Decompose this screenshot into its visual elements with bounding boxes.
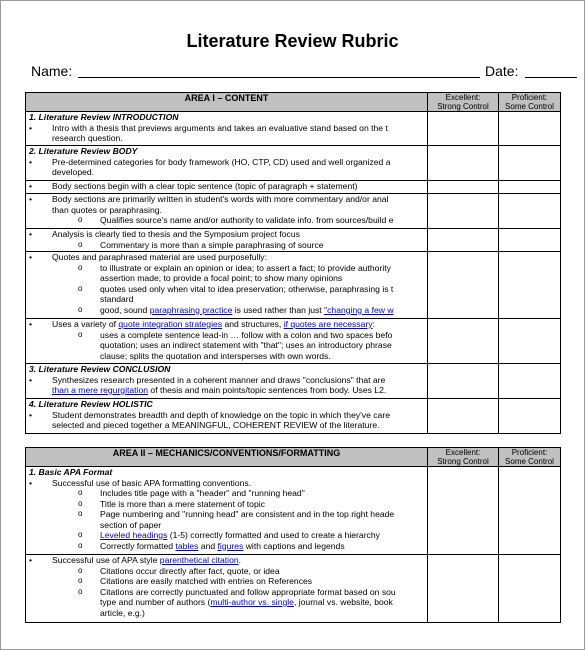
table-row: 1. Basic APA Format • Successful use of basic APA formatting conventions. o Includes title page with a "header" and "running head" o Title is more than a mere statement of topic o Page numbering and "running head" are consistent and in the top right heade section of paper o Leveled headings (1-5) correctly formatted and used to create a hierarchy o Correctly formatted tables and figures with captions and legends <box>26 467 561 555</box>
excellent-cell[interactable] <box>428 181 499 194</box>
table-row: • Analysis is clearly tied to thesis and the Symposium project focus o Commentary is more than a simple paraphrasing of source <box>26 229 561 252</box>
parenthetical-citation-link[interactable]: parenthetical citation <box>159 555 239 565</box>
proficient-cell[interactable] <box>499 112 561 146</box>
section-heading: 1. Literature Review INTRODUCTION <box>29 112 179 122</box>
excellent-cell[interactable] <box>428 146 499 181</box>
area1-table <box>25 92 561 434</box>
section-heading: 4. Literature Review HOLISTIC <box>29 399 153 409</box>
section-heading: 3. Literature Review CONCLUSION <box>29 364 171 374</box>
paraphrasing-link[interactable]: paraphrasing practice <box>149 304 233 315</box>
excellent-cell[interactable] <box>428 555 499 623</box>
quote-integration-link[interactable]: quote integration strategies <box>118 319 223 329</box>
excellent-cell[interactable] <box>428 399 499 434</box>
proficient-cell[interactable] <box>499 399 561 434</box>
table-row: 2. Literature Review BODY • Pre-determined categories for body framework (HO, CTP, CD) used and well organized a developed. <box>26 146 561 181</box>
excellent-cell[interactable] <box>428 467 499 555</box>
figures-link[interactable]: figures <box>217 540 244 551</box>
name-line[interactable] <box>78 77 480 78</box>
proficient-cell[interactable] <box>499 229 561 252</box>
excellent-cell[interactable] <box>428 112 499 146</box>
table-row: • Successful use of APA style parenthetical citation. o Citations occur directly after fact, quote, or idea o Citations are easily matched with entries on References o Citations are correctly punctuated and follow appropriate format based on sou type and number of authors (multi-author vs. single, journal vs. website, book article, e.g.) <box>26 555 561 623</box>
leveled-headings-link[interactable]: Leveled headings <box>100 530 168 540</box>
excellent-cell[interactable] <box>428 364 499 399</box>
table-row: • Quotes and paraphrased material are used purposefully: o to illustrate or explain an opinion or idea; to assert a fact; to provide authority assertion made; to provide a focal point; to show many opinions o quotes used only when vital to idea preservation; otherwise, paraphrasing is t standard o good, sound paraphrasing practice is used rather than just "changing a few w <box>26 252 561 319</box>
excellent-cell[interactable] <box>428 194 499 229</box>
section-heading: 1. Basic APA Format <box>29 467 113 477</box>
proficient-cell[interactable] <box>499 467 561 555</box>
page-title: Literature Review Rubric <box>186 31 399 51</box>
table-row: 4. Literature Review HOLISTIC • Student demonstrates breadth and depth of knowledge on the topic in which they've care selected and pieced together a MEANINGFUL, COHERENT REVIEW of the literature. <box>26 399 561 434</box>
date-line[interactable] <box>525 77 577 78</box>
proficient-header: Proficient: Some Control <box>499 448 561 467</box>
area2-table <box>25 447 561 623</box>
proficient-cell[interactable] <box>499 194 561 229</box>
tables-link[interactable]: tables <box>175 540 199 551</box>
proficient-cell[interactable] <box>499 146 561 181</box>
table-row: 1. Literature Review INTRODUCTION • Intro with a thesis that previews arguments and takes an evaluative stand based on the t research question. <box>26 112 561 146</box>
proficient-header: Proficient: Some Control <box>499 93 561 112</box>
table-row: • Body sections begin with a clear topic sentence (topic of paragraph + statement) <box>26 181 561 194</box>
multi-author-link[interactable]: multi-author vs. single <box>210 597 294 607</box>
excellent-header: Excellent: Strong Control <box>428 93 499 112</box>
excellent-header: Excellent: Strong Control <box>428 448 499 467</box>
excellent-cell[interactable] <box>428 319 499 364</box>
name-date-row <box>31 63 577 83</box>
table-row: • Uses a variety of quote integration strategies and structures, if quotes are necessary: o uses a complete sentence lead-in … follow with a colon and two spaces befo quotation; uses an indirect statement with "that"; uses an introductory phrase clause; splits the quotation and intersperses with own words. <box>26 319 561 364</box>
section-heading: 2. Literature Review BODY <box>29 146 138 156</box>
regurgitation-link[interactable]: than a mere regurgitation <box>52 385 149 395</box>
changing-words-link[interactable]: "changing a few w <box>324 304 394 315</box>
excellent-cell[interactable] <box>428 229 499 252</box>
proficient-cell[interactable] <box>499 252 561 319</box>
date-label: Date: <box>485 63 519 79</box>
name-label: Name: <box>31 63 73 79</box>
proficient-cell[interactable] <box>499 319 561 364</box>
quotes-necessary-link[interactable]: if quotes are necessary <box>283 319 373 329</box>
area1-header: AREA I – CONTENT <box>26 93 428 112</box>
area2-header: AREA II – MECHANICS/CONVENTIONS/FORMATTING <box>26 448 428 467</box>
proficient-cell[interactable] <box>499 364 561 399</box>
proficient-cell[interactable] <box>499 181 561 194</box>
table-row: • Body sections are primarily written in student's words with more commentary and/or anal than quotes or paraphrasing. o Qualifies source's name and/or authority to validate info. from sources/build e <box>26 194 561 229</box>
table-row: 3. Literature Review CONCLUSION • Synthesizes research presented in a coherent manner and draws "conclusions" that are than a mere regurgitation of thesis and main points/topic sentences from body. Uses L2. <box>26 364 561 399</box>
proficient-cell[interactable] <box>499 555 561 623</box>
excellent-cell[interactable] <box>428 252 499 319</box>
